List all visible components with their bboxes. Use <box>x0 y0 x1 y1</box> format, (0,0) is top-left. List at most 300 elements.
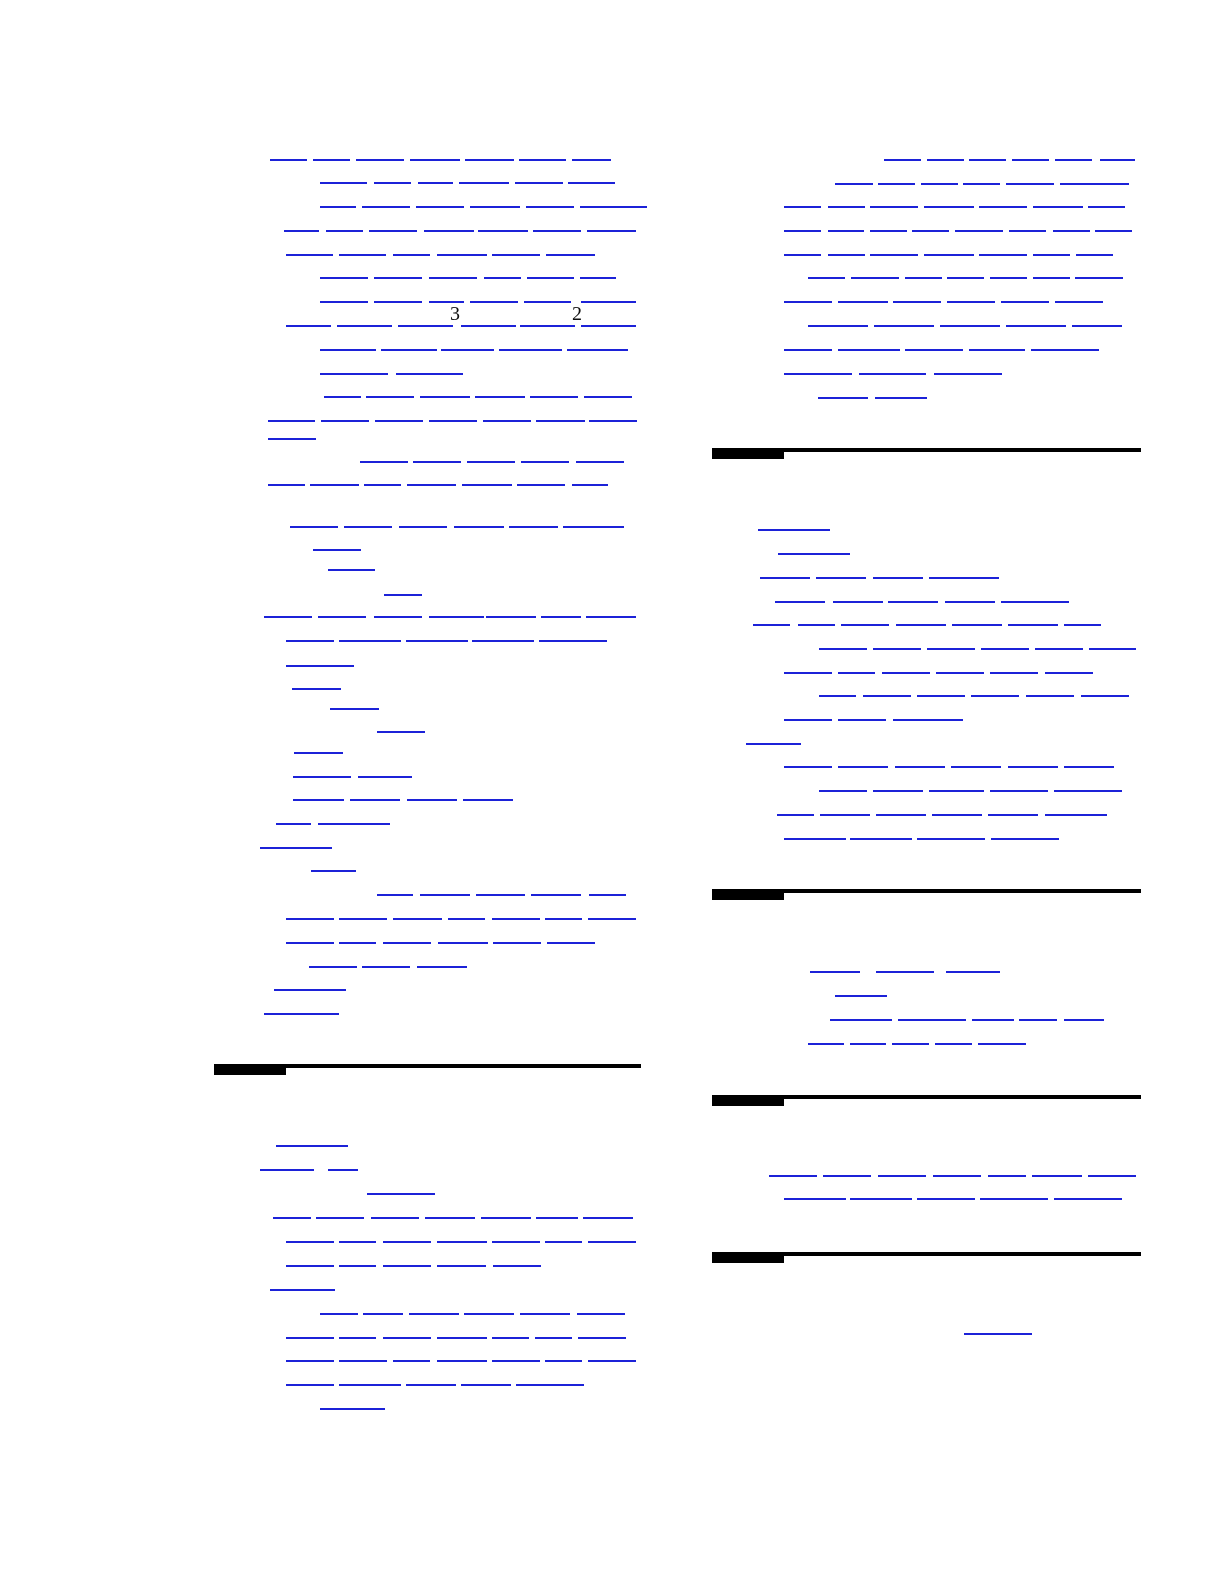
hyperlink[interactable] <box>371 1217 419 1219</box>
hyperlink[interactable] <box>531 894 581 896</box>
hyperlink[interactable] <box>921 183 958 185</box>
hyperlink[interactable] <box>286 1360 334 1362</box>
hyperlink[interactable] <box>539 640 607 642</box>
hyperlink[interactable] <box>375 420 423 422</box>
hyperlink[interactable] <box>990 277 1027 279</box>
hyperlink[interactable] <box>527 277 574 279</box>
hyperlink[interactable] <box>905 349 963 351</box>
hyperlink[interactable] <box>286 1337 334 1339</box>
hyperlink[interactable] <box>284 230 319 232</box>
hyperlink[interactable] <box>320 373 388 375</box>
hyperlink[interactable] <box>838 349 900 351</box>
hyperlink[interactable] <box>917 695 965 697</box>
hyperlink[interactable] <box>521 461 569 463</box>
hyperlink[interactable] <box>784 254 821 256</box>
hyperlink[interactable] <box>264 1013 339 1015</box>
hyperlink[interactable] <box>875 397 927 399</box>
hyperlink[interactable] <box>1072 325 1122 327</box>
hyperlink[interactable] <box>1033 277 1070 279</box>
hyperlink[interactable] <box>339 1265 376 1267</box>
hyperlink[interactable] <box>972 1019 1014 1021</box>
hyperlink[interactable] <box>884 159 921 161</box>
hyperlink[interactable] <box>270 1289 335 1291</box>
hyperlink[interactable] <box>946 971 1000 973</box>
hyperlink[interactable] <box>290 526 338 528</box>
hyperlink[interactable] <box>1064 1019 1104 1021</box>
hyperlink[interactable] <box>309 966 357 968</box>
hyperlink[interactable] <box>520 1313 570 1315</box>
hyperlink[interactable] <box>980 1198 1048 1200</box>
hyperlink[interactable] <box>313 159 350 161</box>
hyperlink[interactable] <box>934 373 1002 375</box>
hyperlink[interactable] <box>589 420 637 422</box>
hyperlink[interactable] <box>810 971 860 973</box>
hyperlink[interactable] <box>520 325 575 327</box>
hyperlink[interactable] <box>467 461 515 463</box>
hyperlink[interactable] <box>932 814 982 816</box>
hyperlink[interactable] <box>784 230 821 232</box>
hyperlink[interactable] <box>328 1169 358 1171</box>
hyperlink[interactable] <box>286 918 334 920</box>
hyperlink[interactable] <box>374 182 411 184</box>
hyperlink[interactable] <box>418 182 453 184</box>
hyperlink[interactable] <box>988 1175 1026 1177</box>
hyperlink[interactable] <box>905 277 942 279</box>
hyperlink[interactable] <box>835 183 873 185</box>
hyperlink[interactable] <box>493 942 541 944</box>
hyperlink[interactable] <box>581 301 636 303</box>
hyperlink[interactable] <box>492 254 540 256</box>
hyperlink[interactable] <box>383 1337 431 1339</box>
hyperlink[interactable] <box>438 942 488 944</box>
hyperlink[interactable] <box>536 1217 578 1219</box>
hyperlink[interactable] <box>318 823 390 825</box>
hyperlink[interactable] <box>364 484 401 486</box>
hyperlink[interactable] <box>546 254 595 256</box>
hyperlink[interactable] <box>499 349 562 351</box>
hyperlink[interactable] <box>374 616 422 618</box>
hyperlink[interactable] <box>892 1043 929 1045</box>
hyperlink[interactable] <box>383 1265 431 1267</box>
hyperlink[interactable] <box>952 624 1002 626</box>
hyperlink[interactable] <box>270 159 307 161</box>
hyperlink[interactable] <box>969 159 1006 161</box>
hyperlink[interactable] <box>784 1198 846 1200</box>
hyperlink[interactable] <box>396 373 463 375</box>
hyperlink[interactable] <box>1035 648 1083 650</box>
hyperlink[interactable] <box>286 665 354 667</box>
hyperlink[interactable] <box>330 708 379 710</box>
hyperlink[interactable] <box>580 277 616 279</box>
hyperlink[interactable] <box>276 823 311 825</box>
hyperlink[interactable] <box>420 894 470 896</box>
hyperlink[interactable] <box>769 1175 817 1177</box>
hyperlink[interactable] <box>808 325 868 327</box>
hyperlink[interactable] <box>448 918 485 920</box>
hyperlink[interactable] <box>951 766 1001 768</box>
hyperlink[interactable] <box>863 695 911 697</box>
hyperlink[interactable] <box>838 766 888 768</box>
hyperlink[interactable] <box>870 254 918 256</box>
hyperlink[interactable] <box>1095 230 1132 232</box>
hyperlink[interactable] <box>367 1193 435 1195</box>
hyperlink[interactable] <box>321 420 369 422</box>
hyperlink[interactable] <box>838 672 875 674</box>
hyperlink[interactable] <box>991 838 1059 840</box>
hyperlink[interactable] <box>441 349 494 351</box>
hyperlink[interactable] <box>882 672 930 674</box>
hyperlink[interactable] <box>917 1198 975 1200</box>
hyperlink[interactable] <box>517 484 565 486</box>
hyperlink[interactable] <box>276 1145 348 1147</box>
hyperlink[interactable] <box>979 254 1027 256</box>
hyperlink[interactable] <box>407 484 456 486</box>
hyperlink[interactable] <box>320 277 368 279</box>
hyperlink[interactable] <box>470 206 520 208</box>
hyperlink[interactable] <box>320 206 356 208</box>
hyperlink[interactable] <box>933 1175 981 1177</box>
hyperlink[interactable] <box>568 182 615 184</box>
hyperlink[interactable] <box>1088 206 1125 208</box>
hyperlink[interactable] <box>873 790 923 792</box>
hyperlink[interactable] <box>576 461 624 463</box>
hyperlink[interactable] <box>1045 814 1107 816</box>
hyperlink[interactable] <box>260 1169 314 1171</box>
hyperlink[interactable] <box>859 373 926 375</box>
hyperlink[interactable] <box>1045 672 1093 674</box>
hyperlink[interactable] <box>410 159 460 161</box>
hyperlink[interactable] <box>990 790 1048 792</box>
hyperlink[interactable] <box>818 397 868 399</box>
hyperlink[interactable] <box>971 695 1019 697</box>
hyperlink[interactable] <box>413 461 461 463</box>
hyperlink[interactable] <box>578 1337 626 1339</box>
hyperlink[interactable] <box>476 894 525 896</box>
hyperlink[interactable] <box>746 743 801 745</box>
hyperlink[interactable] <box>588 918 636 920</box>
hyperlink[interactable] <box>533 230 581 232</box>
hyperlink[interactable] <box>929 577 999 579</box>
hyperlink[interactable] <box>377 731 425 733</box>
hyperlink[interactable] <box>784 373 852 375</box>
hyperlink[interactable] <box>417 966 467 968</box>
hyperlink[interactable] <box>850 838 912 840</box>
hyperlink[interactable] <box>268 484 305 486</box>
hyperlink[interactable] <box>320 349 376 351</box>
hyperlink[interactable] <box>286 325 331 327</box>
hyperlink[interactable] <box>381 349 437 351</box>
hyperlink[interactable] <box>784 672 832 674</box>
hyperlink[interactable] <box>360 461 408 463</box>
hyperlink[interactable] <box>563 526 624 528</box>
hyperlink[interactable] <box>475 396 525 398</box>
hyperlink[interactable] <box>462 484 512 486</box>
hyperlink[interactable] <box>1008 766 1058 768</box>
hyperlink[interactable] <box>339 1337 376 1339</box>
hyperlink[interactable] <box>876 971 934 973</box>
hyperlink[interactable] <box>339 942 376 944</box>
hyperlink[interactable] <box>870 230 907 232</box>
hyperlink[interactable] <box>820 814 870 816</box>
hyperlink[interactable] <box>935 1043 972 1045</box>
hyperlink[interactable] <box>1033 206 1083 208</box>
hyperlink[interactable] <box>588 1360 636 1362</box>
hyperlink[interactable] <box>580 206 647 208</box>
hyperlink[interactable] <box>589 894 626 896</box>
hyperlink[interactable] <box>819 695 856 697</box>
hyperlink[interactable] <box>777 814 814 816</box>
hyperlink[interactable] <box>420 396 470 398</box>
hyperlink[interactable] <box>429 420 477 422</box>
hyperlink[interactable] <box>784 719 832 721</box>
hyperlink[interactable] <box>492 1337 529 1339</box>
hyperlink[interactable] <box>936 672 984 674</box>
hyperlink[interactable] <box>454 526 504 528</box>
hyperlink[interactable] <box>878 1175 926 1177</box>
hyperlink[interactable] <box>850 1198 912 1200</box>
hyperlink[interactable] <box>587 230 636 232</box>
hyperlink[interactable] <box>310 484 359 486</box>
hyperlink[interactable] <box>547 942 595 944</box>
hyperlink[interactable] <box>927 159 964 161</box>
hyperlink[interactable] <box>535 1337 572 1339</box>
hyperlink[interactable] <box>472 640 534 642</box>
hyperlink[interactable] <box>363 1313 403 1315</box>
hyperlink[interactable] <box>320 182 367 184</box>
hyperlink[interactable] <box>509 526 558 528</box>
hyperlink[interactable] <box>374 301 422 303</box>
hyperlink[interactable] <box>524 301 571 303</box>
hyperlink[interactable] <box>1064 624 1101 626</box>
hyperlink[interactable] <box>406 640 468 642</box>
hyperlink[interactable] <box>492 918 540 920</box>
hyperlink[interactable] <box>828 254 865 256</box>
hyperlink[interactable] <box>481 1217 531 1219</box>
hyperlink[interactable] <box>1089 648 1136 650</box>
hyperlink[interactable] <box>1026 695 1074 697</box>
hyperlink[interactable] <box>784 301 832 303</box>
hyperlink[interactable] <box>339 640 401 642</box>
hyperlink[interactable] <box>917 838 985 840</box>
hyperlink[interactable] <box>1088 1175 1136 1177</box>
hyperlink[interactable] <box>1009 230 1046 232</box>
hyperlink[interactable] <box>947 277 984 279</box>
hyperlink[interactable] <box>339 1360 387 1362</box>
hyperlink[interactable] <box>541 616 581 618</box>
hyperlink[interactable] <box>326 230 363 232</box>
hyperlink[interactable] <box>383 942 431 944</box>
hyperlink[interactable] <box>978 1043 1026 1045</box>
hyperlink[interactable] <box>437 254 487 256</box>
hyperlink[interactable] <box>268 438 316 440</box>
hyperlink[interactable] <box>416 206 464 208</box>
hyperlink[interactable] <box>893 301 941 303</box>
hyperlink[interactable] <box>1031 349 1099 351</box>
hyperlink[interactable] <box>461 325 516 327</box>
hyperlink[interactable] <box>988 814 1038 816</box>
hyperlink[interactable] <box>784 838 846 840</box>
hyperlink[interactable] <box>374 277 422 279</box>
hyperlink[interactable] <box>1075 277 1123 279</box>
hyperlink[interactable] <box>318 616 366 618</box>
hyperlink[interactable] <box>778 553 850 555</box>
hyperlink[interactable] <box>384 594 422 596</box>
hyperlink[interactable] <box>393 918 442 920</box>
hyperlink[interactable] <box>912 230 949 232</box>
hyperlink[interactable] <box>273 1217 311 1219</box>
hyperlink[interactable] <box>567 349 628 351</box>
hyperlink[interactable] <box>465 159 514 161</box>
hyperlink[interactable] <box>823 1175 871 1177</box>
hyperlink[interactable] <box>463 799 513 801</box>
hyperlink[interactable] <box>536 420 585 422</box>
hyperlink[interactable] <box>515 182 563 184</box>
hyperlink[interactable] <box>895 766 945 768</box>
hyperlink[interactable] <box>758 529 830 531</box>
hyperlink[interactable] <box>545 1241 582 1243</box>
hyperlink[interactable] <box>1032 1175 1082 1177</box>
hyperlink[interactable] <box>775 601 825 603</box>
hyperlink[interactable] <box>339 1241 376 1243</box>
hyperlink[interactable] <box>493 1265 541 1267</box>
hyperlink[interactable] <box>927 648 975 650</box>
hyperlink[interactable] <box>945 601 995 603</box>
hyperlink[interactable] <box>1054 1198 1122 1200</box>
hyperlink[interactable] <box>898 1019 966 1021</box>
hyperlink[interactable] <box>979 206 1027 208</box>
hyperlink[interactable] <box>969 349 1025 351</box>
hyperlink[interactable] <box>286 1241 334 1243</box>
hyperlink[interactable] <box>873 577 923 579</box>
hyperlink[interactable] <box>293 776 351 778</box>
hyperlink[interactable] <box>530 396 578 398</box>
hyperlink[interactable] <box>963 183 1000 185</box>
hyperlink[interactable] <box>337 325 392 327</box>
hyperlink[interactable] <box>1033 254 1070 256</box>
hyperlink[interactable] <box>260 847 332 849</box>
hyperlink[interactable] <box>362 966 410 968</box>
hyperlink[interactable] <box>383 1241 431 1243</box>
hyperlink[interactable] <box>398 325 453 327</box>
hyperlink[interactable] <box>1055 301 1103 303</box>
hyperlink[interactable] <box>784 349 832 351</box>
hyperlink[interactable] <box>838 301 888 303</box>
hyperlink[interactable] <box>940 325 1000 327</box>
hyperlink[interactable] <box>350 799 400 801</box>
hyperlink[interactable] <box>588 1241 636 1243</box>
hyperlink[interactable] <box>924 254 974 256</box>
hyperlink[interactable] <box>292 688 341 690</box>
hyperlink[interactable] <box>819 790 867 792</box>
hyperlink[interactable] <box>572 159 611 161</box>
hyperlink[interactable] <box>286 942 334 944</box>
hyperlink[interactable] <box>478 230 528 232</box>
hyperlink[interactable] <box>964 1333 1032 1335</box>
hyperlink[interactable] <box>366 396 414 398</box>
hyperlink[interactable] <box>492 1360 540 1362</box>
hyperlink[interactable] <box>572 484 608 486</box>
hyperlink[interactable] <box>981 648 1029 650</box>
hyperlink[interactable] <box>437 1337 487 1339</box>
hyperlink[interactable] <box>393 254 430 256</box>
hyperlink[interactable] <box>492 1241 540 1243</box>
hyperlink[interactable] <box>896 624 946 626</box>
hyperlink[interactable] <box>406 1384 456 1386</box>
hyperlink[interactable] <box>828 230 864 232</box>
hyperlink[interactable] <box>320 301 368 303</box>
hyperlink[interactable] <box>362 206 410 208</box>
hyperlink[interactable] <box>437 1265 486 1267</box>
hyperlink[interactable] <box>424 230 474 232</box>
hyperlink[interactable] <box>344 526 392 528</box>
hyperlink[interactable] <box>581 325 636 327</box>
hyperlink[interactable] <box>545 918 582 920</box>
hyperlink[interactable] <box>1055 159 1092 161</box>
hyperlink[interactable] <box>833 601 883 603</box>
hyperlink[interactable] <box>1008 624 1058 626</box>
hyperlink[interactable] <box>369 230 417 232</box>
hyperlink[interactable] <box>870 206 918 208</box>
hyperlink[interactable] <box>293 799 344 801</box>
hyperlink[interactable] <box>484 277 521 279</box>
hyperlink[interactable] <box>874 325 934 327</box>
hyperlink[interactable] <box>838 719 886 721</box>
hyperlink[interactable] <box>835 995 887 997</box>
hyperlink[interactable] <box>1064 766 1114 768</box>
hyperlink[interactable] <box>990 672 1038 674</box>
hyperlink[interactable] <box>816 577 866 579</box>
hyperlink[interactable] <box>519 159 566 161</box>
hyperlink[interactable] <box>584 396 632 398</box>
hyperlink[interactable] <box>483 420 531 422</box>
hyperlink[interactable] <box>409 1313 459 1315</box>
hyperlink[interactable] <box>586 616 636 618</box>
hyperlink[interactable] <box>339 918 387 920</box>
hyperlink[interactable] <box>851 277 899 279</box>
hyperlink[interactable] <box>393 1360 430 1362</box>
hyperlink[interactable] <box>583 1217 633 1219</box>
hyperlink[interactable] <box>320 1408 385 1410</box>
hyperlink[interactable] <box>760 577 810 579</box>
hyperlink[interactable] <box>784 766 832 768</box>
hyperlink[interactable] <box>828 206 865 208</box>
hyperlink[interactable] <box>830 1019 892 1021</box>
hyperlink[interactable] <box>356 159 404 161</box>
hyperlink[interactable] <box>1019 1019 1057 1021</box>
hyperlink[interactable] <box>437 1360 487 1362</box>
hyperlink[interactable] <box>294 752 343 754</box>
hyperlink[interactable] <box>286 640 334 642</box>
hyperlink[interactable] <box>286 1265 334 1267</box>
hyperlink[interactable] <box>784 206 821 208</box>
hyperlink[interactable] <box>1001 301 1049 303</box>
hyperlink[interactable] <box>819 648 867 650</box>
hyperlink[interactable] <box>929 790 984 792</box>
hyperlink[interactable] <box>339 254 386 256</box>
hyperlink[interactable] <box>339 1384 401 1386</box>
hyperlink[interactable] <box>1054 790 1122 792</box>
hyperlink[interactable] <box>358 776 412 778</box>
hyperlink[interactable] <box>407 799 457 801</box>
hyperlink[interactable] <box>888 601 938 603</box>
hyperlink[interactable] <box>1081 695 1129 697</box>
hyperlink[interactable] <box>753 624 790 626</box>
hyperlink[interactable] <box>1076 254 1113 256</box>
hyperlink[interactable] <box>264 616 312 618</box>
hyperlink[interactable] <box>268 420 315 422</box>
hyperlink[interactable] <box>893 719 963 721</box>
hyperlink[interactable] <box>1053 230 1090 232</box>
